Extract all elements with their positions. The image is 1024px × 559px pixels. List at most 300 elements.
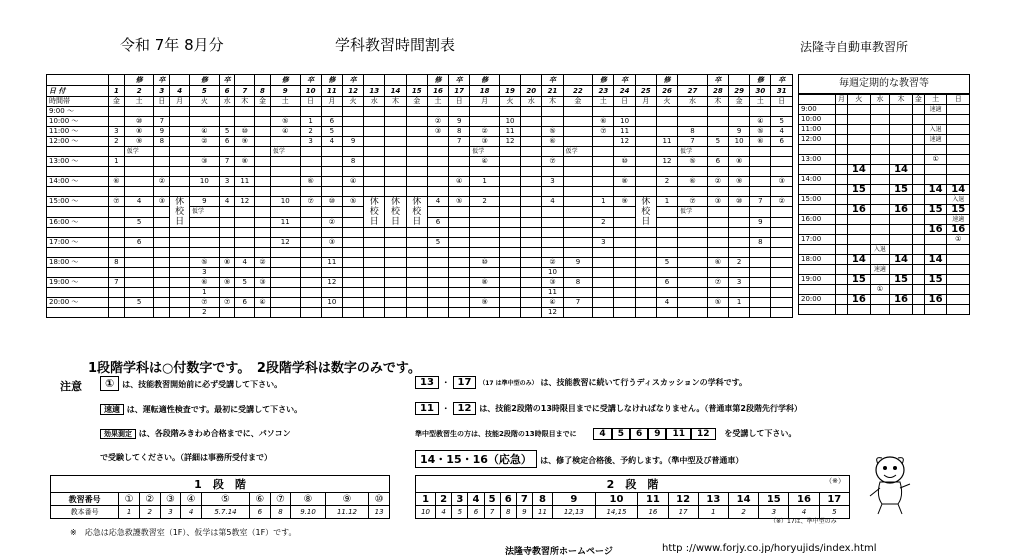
schedule-cell: 9 (563, 258, 593, 268)
schedule-cell: 仮学 (563, 147, 593, 157)
schedule-cell (542, 187, 563, 197)
schedule-cell (364, 238, 385, 248)
schedule-cell: ⑧ (614, 177, 635, 187)
weekly-cell (890, 115, 913, 125)
schedule-cell (300, 258, 321, 268)
schedule-cell (707, 107, 728, 117)
schedule-cell (255, 288, 271, 298)
schedule-cell (255, 177, 271, 187)
schedule-cell: ② (707, 177, 728, 187)
schedule-cell (750, 167, 771, 177)
schedule-cell (235, 147, 255, 157)
schedule-cell (154, 268, 170, 278)
weekday: 日 (449, 97, 470, 107)
time-slot: 15:00 ～ (47, 197, 109, 207)
schedule-cell (499, 308, 520, 318)
stage2-book: 14,15 (595, 506, 638, 519)
schedule-cell: 10 (190, 177, 220, 187)
schedule-cell (364, 127, 385, 137)
weekly-cell (947, 255, 970, 265)
schedule-cell (300, 268, 321, 278)
stage2-book: 5 (452, 506, 468, 519)
weekly-cell (848, 235, 871, 245)
schedule-cell (707, 268, 728, 278)
schedule-cell: 7 (678, 137, 708, 147)
day-number: 19 (499, 86, 520, 97)
schedule-cell (300, 157, 321, 167)
stage1-book: 4 (181, 506, 202, 519)
schedule-cell (678, 217, 708, 227)
schedule-cell (521, 228, 542, 238)
day-number: 20 (521, 86, 542, 97)
schedule-cell (255, 167, 271, 177)
note-discussion: は、技能教習に続いて行うディスカッションの学科です。 (540, 378, 747, 387)
schedule-cell (750, 207, 771, 217)
schedule-cell (470, 238, 500, 248)
schedule-cell (300, 288, 321, 298)
schedule-cell (364, 117, 385, 127)
closed-day: 休 校 日 (364, 197, 385, 228)
schedule-cell: ⑤ (270, 117, 300, 127)
weekly-cell (912, 165, 924, 175)
stage2-book: 2 (728, 506, 758, 519)
schedule-cell (707, 248, 728, 258)
weekly-cell (848, 245, 871, 255)
schedule-cell (270, 278, 300, 288)
schedule-cell (255, 207, 271, 217)
day-tag (364, 75, 385, 86)
weekly-cell: 入退 (924, 125, 947, 135)
weekday: 火 (342, 97, 363, 107)
weekday: 月 (635, 97, 656, 107)
schedule-cell: ② (255, 258, 271, 268)
schedule-cell (521, 127, 542, 137)
schedule-cell (109, 288, 125, 298)
schedule-cell (235, 117, 255, 127)
weekly-cell (836, 145, 848, 155)
day-tag (109, 75, 125, 86)
schedule-cell: 5 (707, 137, 728, 147)
weekly-cell (836, 125, 848, 135)
stage2-book: 10 (416, 506, 436, 519)
schedule-cell: 8 (678, 127, 708, 137)
day-tag (170, 75, 190, 86)
schedule-cell (219, 147, 235, 157)
schedule-cell (656, 248, 677, 258)
schedule-cell: 3 (190, 268, 220, 278)
schedule-cell (270, 248, 300, 258)
stage2-book: 4 (789, 506, 819, 519)
schedule-cell (300, 207, 321, 217)
schedule-cell (270, 268, 300, 278)
schedule-cell (750, 278, 771, 288)
schedule-cell: 8 (109, 258, 125, 268)
schedule-cell (499, 278, 520, 288)
weekday: 月 (170, 97, 190, 107)
weekly-time (799, 225, 836, 235)
schedule-cell (406, 167, 427, 177)
schedule-cell (656, 167, 677, 177)
weekly-cell: 速適 (947, 215, 970, 225)
weekly-cell (848, 125, 871, 135)
day-tag: 卒 (707, 75, 728, 86)
stage1-book: 3 (160, 506, 181, 519)
schedule-cell: ⑩ (614, 157, 635, 167)
stage1-table (50, 475, 390, 519)
schedule-cell (124, 248, 154, 258)
schedule-cell (499, 177, 520, 187)
schedule-cell (635, 187, 656, 197)
stage2-title (416, 476, 850, 493)
time-slot: 19:00 ～ (47, 278, 109, 288)
schedule-cell: 1 (470, 177, 500, 187)
schedule-cell: ④ (470, 157, 500, 167)
schedule-cell (124, 268, 154, 278)
schedule-cell (342, 278, 363, 288)
weekly-blank (799, 95, 836, 105)
schedule-cell (109, 228, 125, 238)
schedule-cell (563, 137, 593, 147)
stage2-number: 11 (638, 493, 668, 506)
schedule-cell: ③ (427, 127, 448, 137)
weekly-cell (924, 115, 947, 125)
schedule-cell: 11 (614, 127, 635, 137)
weekly-cell (924, 265, 947, 275)
schedule-cell (255, 157, 271, 167)
schedule-cell (109, 238, 125, 248)
stage2-number: 15 (759, 493, 789, 506)
stage2-book: 4 (436, 506, 452, 519)
weekly-cell (836, 185, 848, 195)
weekly-time (799, 305, 836, 315)
weekly-cell (947, 275, 970, 285)
weekday: 月 (470, 97, 500, 107)
schedule-cell (563, 187, 593, 197)
notes-label: 注意 (60, 380, 82, 393)
schedule-cell (124, 228, 154, 238)
weekly-cell (890, 195, 913, 205)
schedule-cell (219, 167, 235, 177)
schedule-cell (521, 207, 542, 217)
day-number: 6 (219, 86, 235, 97)
note-effect-cont: で受験してください。（詳細は事務所受付まで） (100, 453, 272, 462)
day-tag: 修 (656, 75, 677, 86)
weekly-cell (848, 225, 871, 235)
schedule-cell (750, 298, 771, 308)
stage2-number: 10 (595, 493, 638, 506)
schedule-cell: 4 (321, 137, 342, 147)
schedule-cell (449, 167, 470, 177)
schedule-cell (109, 268, 125, 278)
stage1-number: ③ (160, 493, 181, 506)
schedule-cell (219, 288, 235, 298)
schedule-cell (124, 288, 154, 298)
schedule-cell (427, 187, 448, 197)
weekday: 水 (678, 97, 708, 107)
time-slot (47, 187, 109, 197)
schedule-cell (521, 258, 542, 268)
weekly-cell: 15 (924, 205, 947, 215)
stage1-label: 教習番号 (51, 493, 119, 506)
schedule-cell: 10 (614, 117, 635, 127)
schedule-cell (729, 248, 750, 258)
schedule-cell: ② (542, 258, 563, 268)
day-tag: 修 (470, 75, 500, 86)
day-number: 22 (563, 86, 593, 97)
schedule-cell (406, 107, 427, 117)
weekly-cell: 16 (924, 295, 947, 305)
table-row (47, 308, 793, 318)
weekly-cell (870, 295, 890, 305)
semi-key: 5 (612, 428, 630, 440)
day-tag (255, 75, 271, 86)
time-slot (47, 248, 109, 258)
day-number: 13 (364, 86, 385, 97)
schedule-cell (563, 117, 593, 127)
weekly-cell (947, 265, 970, 275)
weekly-cell (870, 115, 890, 125)
schedule-cell (499, 167, 520, 177)
schedule-cell (270, 167, 300, 177)
schedule-cell (635, 137, 656, 147)
schedule-cell (656, 268, 677, 278)
schedule-cell: 12 (499, 137, 520, 147)
schedule-cell: 6 (707, 157, 728, 167)
time-slot: 10:00 ～ (47, 117, 109, 127)
schedule-cell (449, 308, 470, 318)
weekly-cell (836, 235, 848, 245)
schedule-cell (427, 167, 448, 177)
schedule-cell (593, 298, 614, 308)
schedule-cell (300, 248, 321, 258)
schedule-cell (154, 167, 170, 177)
schedule-cell (170, 258, 190, 268)
weekly-cell (947, 145, 970, 155)
weekly-cell (947, 135, 970, 145)
weekly-cell (836, 105, 848, 115)
schedule-cell (449, 258, 470, 268)
schedule-cell (427, 137, 448, 147)
schedule-cell: 4 (771, 127, 793, 137)
schedule-cell (614, 107, 635, 117)
schedule-cell (342, 117, 363, 127)
schedule-cell (385, 238, 406, 248)
weekly-cell (836, 295, 848, 305)
schedule-cell (300, 187, 321, 197)
time-slot: 9:00 ～ (47, 107, 109, 117)
schedule-cell (385, 228, 406, 238)
schedule-cell: 5 (427, 238, 448, 248)
schedule-cell: ⑨ (124, 137, 154, 147)
schedule-cell: ⑥ (707, 258, 728, 268)
schedule-cell (235, 207, 255, 217)
schedule-cell: 2 (656, 177, 677, 187)
schedule-cell (771, 228, 793, 238)
schedule-cell (364, 288, 385, 298)
schedule-cell (300, 107, 321, 117)
schedule-cell: 仮学 (470, 147, 500, 157)
schedule-cell (124, 308, 154, 318)
schedule-cell: 8 (154, 137, 170, 147)
schedule-cell (235, 217, 255, 227)
stage2-number: 3 (452, 493, 468, 506)
stage1-book: 1 (119, 506, 140, 519)
schedule-cell (364, 147, 385, 157)
table-row (47, 157, 793, 167)
table-row (47, 187, 793, 197)
schedule-cell (255, 268, 271, 278)
schedule-cell (499, 207, 520, 217)
weekly-cell (947, 285, 970, 295)
schedule-cell (321, 177, 342, 187)
weekly-day: 金 (912, 95, 924, 105)
schedule-cell (342, 217, 363, 227)
weekly-time (799, 265, 836, 275)
schedule-cell (635, 238, 656, 248)
day-tag: 卒 (154, 75, 170, 86)
schedule-cell (614, 217, 635, 227)
weekly-cell (912, 235, 924, 245)
weekly-cell (836, 255, 848, 265)
schedule-cell (470, 217, 500, 227)
schedule-cell: 仮学 (678, 147, 708, 157)
schedule-cell: 7 (219, 157, 235, 167)
weekly-cell: 14 (924, 185, 947, 195)
weekly-cell (848, 265, 871, 275)
schedule-cell: ⑤ (342, 197, 363, 207)
schedule-cell (521, 238, 542, 248)
weekly-cell (890, 225, 913, 235)
weekly-cell (848, 115, 871, 125)
page-title: 令和 7年 8月分 (120, 36, 224, 54)
schedule-cell: 3 (729, 278, 750, 288)
schedule-cell: 11 (321, 258, 342, 268)
weekly-cell (890, 235, 913, 245)
schedule-cell: 10 (321, 298, 342, 308)
schedule-cell (771, 298, 793, 308)
day-number: 16 (427, 86, 448, 97)
stage1-number: ④ (181, 493, 202, 506)
schedule-cell (300, 228, 321, 238)
schedule-cell (342, 228, 363, 238)
schedule-cell: ⑩ (235, 127, 255, 137)
weekly-cell (848, 195, 871, 205)
weekly-cell (870, 305, 890, 315)
weekly-cell: 速適 (924, 135, 947, 145)
table-row (47, 258, 793, 268)
schedule-cell: ③ (771, 177, 793, 187)
schedule-cell (635, 127, 656, 137)
weekly-cell (870, 145, 890, 155)
weekday: 水 (219, 97, 235, 107)
weekly-cell (912, 145, 924, 155)
table-row (47, 248, 793, 258)
weekly-cell (912, 305, 924, 315)
schedule-cell: 3 (542, 177, 563, 187)
day-tag (521, 75, 542, 86)
schedule-cell (270, 288, 300, 298)
schedule-cell: 5 (656, 258, 677, 268)
schedule-cell (109, 248, 125, 258)
note-advance: は、技能2段階の13時限目までに受講しなければなりません。（普通車第2段階先行学科） (479, 404, 802, 413)
stage1-number: ⑧ (291, 493, 325, 506)
schedule-cell (470, 117, 500, 127)
schedule-cell (563, 228, 593, 238)
schedule-cell (235, 187, 255, 197)
schedule-cell (427, 107, 448, 117)
schedule-cell: ② (321, 217, 342, 227)
weekly-cell (836, 265, 848, 275)
weekly-time: 13:00 (799, 155, 836, 165)
schedule-cell (614, 228, 635, 238)
schedule-cell (449, 207, 470, 217)
schedule-cell (321, 107, 342, 117)
schedule-cell: 3 (109, 127, 125, 137)
schedule-cell (321, 207, 342, 217)
schedule-cell (678, 187, 708, 197)
schedule-cell (614, 147, 635, 157)
weekly-cell (870, 185, 890, 195)
note-key-17: 17 (453, 376, 477, 389)
weekly-time (799, 205, 836, 215)
schedule-cell (385, 157, 406, 167)
stage1-book: 13 (369, 506, 390, 519)
schedule-cell (614, 298, 635, 308)
schedule-cell (707, 127, 728, 137)
schedule-cell (342, 298, 363, 308)
schedule-cell (364, 157, 385, 167)
schedule-cell (255, 308, 271, 318)
schedule-cell (563, 288, 593, 298)
schedule-cell: ⑨ (729, 177, 750, 187)
schedule-cell (470, 107, 500, 117)
schedule-cell (678, 298, 708, 308)
weekly-cell (848, 155, 871, 165)
day-number: 30 (750, 86, 771, 97)
schedule-cell (656, 187, 677, 197)
weekly-cell: 16 (947, 225, 970, 235)
schedule-cell (771, 238, 793, 248)
schedule-cell: ② (771, 197, 793, 207)
schedule-cell: ⑨ (614, 197, 635, 207)
schedule-cell (729, 238, 750, 248)
schedule-cell (321, 157, 342, 167)
day-number: 15 (406, 86, 427, 97)
homepage-url[interactable]: http ://www.forjy.co.jp/horyujids/index.html (662, 543, 877, 554)
weekly-cell: 15 (848, 185, 871, 195)
table-row (47, 127, 793, 137)
weekly-time: 19:00 (799, 275, 836, 285)
weekly-cell: ① (947, 235, 970, 245)
day-number: 24 (614, 86, 635, 97)
schedule-cell (109, 167, 125, 177)
schedule-cell (364, 278, 385, 288)
schedule-cell (300, 298, 321, 308)
schedule-cell (235, 167, 255, 177)
schedule-cell (656, 117, 677, 127)
schedule-cell (707, 147, 728, 157)
schedule-cell: ⑦ (542, 157, 563, 167)
schedule-cell (124, 177, 154, 187)
day-number: 18 (470, 86, 500, 97)
schedule-cell (499, 248, 520, 258)
schedule-cell (499, 197, 520, 207)
weekly-cell (947, 245, 970, 255)
schedule-cell (614, 248, 635, 258)
time-slot: 20:00 ～ (47, 298, 109, 308)
schedule-cell (170, 288, 190, 298)
schedule-cell (109, 117, 125, 127)
